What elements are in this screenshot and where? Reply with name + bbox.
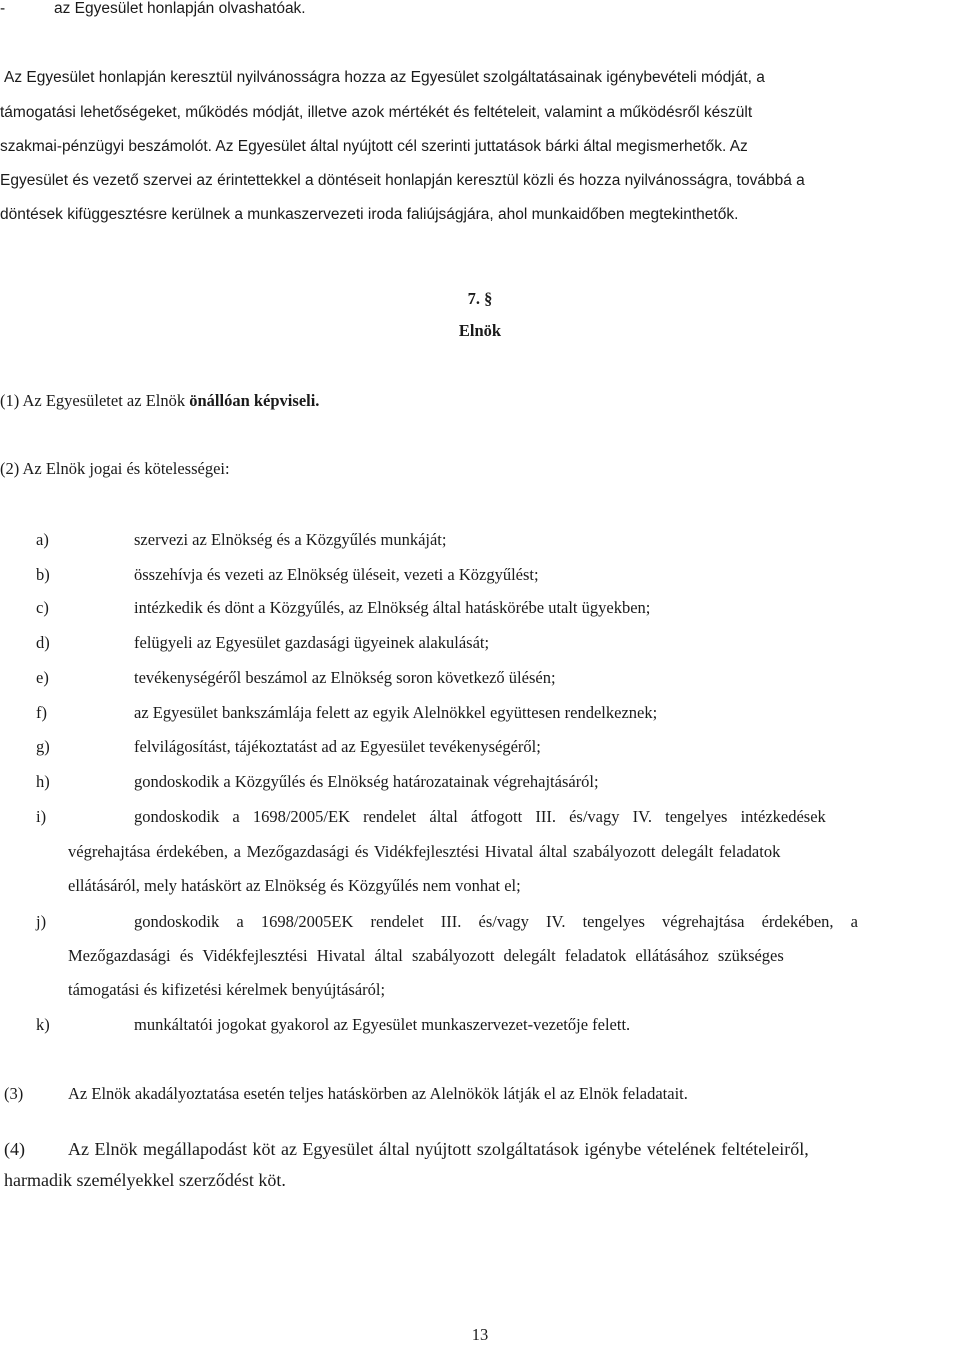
item-label: f) — [36, 703, 47, 722]
clause-4-label: (4) — [4, 1139, 25, 1159]
item-text: az Egyesület bankszámlája felett az egyik Alelnökkel együttesen rendelkeznek; — [134, 703, 658, 722]
clause-3-label: (3) — [4, 1084, 24, 1103]
page-number: 13 — [471, 1325, 489, 1344]
list-item — [0, 1015, 960, 1037]
clause-2-intro: (2) Az Elnök jogai és kötelességei: — [0, 459, 230, 478]
para-line-5: döntések kifüggesztésre kerülnek a munkaszervezeti iroda faliújságjára, ahol munkaidőben megtekinthetők. — [0, 206, 739, 223]
list-item — [0, 633, 960, 655]
para-line-2: támogatási lehetőségeket, működés módját, illetve azok mértékét és feltételeit, valamint a működésről készült — [0, 104, 753, 121]
intro-line-text: az Egyesület honlapján olvashatóak. — [54, 0, 306, 17]
item-label: c) — [36, 598, 49, 617]
item-text-line-3: támogatási és kifizetési kérelmek benyújtásáról; — [68, 980, 386, 999]
list-item — [0, 565, 960, 587]
clause-1-bold: önállóan képviseli. — [189, 391, 320, 410]
item-text-line-2: végrehajtása érdekében, a Mezőgazdasági és Vidékfejlesztési Hivatal által szabályozott delegált feladatok — [68, 842, 781, 861]
list-item — [0, 668, 960, 690]
item-text: munkáltatói jogokat gyakorol az Egyesület munkaszervezet-vezetője felett. — [134, 1015, 631, 1034]
item-text: szervezi az Elnökség és a Közgyűlés munkáját; — [134, 530, 447, 549]
list-item — [0, 737, 960, 759]
item-label: e) — [36, 668, 49, 687]
item-label: i) — [36, 807, 47, 826]
list-item — [0, 772, 960, 794]
item-text: tevékenységéről beszámol az Elnökség soron következő ülésén; — [134, 668, 556, 687]
item-text-line-1: gondoskodik a 1698/2005/EK rendelet által átfogott III. és/vagy IV. tengelyes intézkedések — [134, 807, 826, 826]
item-text: összehívja és vezeti az Elnökség üléseit, vezeti a Közgyűlést; — [134, 565, 539, 584]
item-text-line-2: Mezőgazdasági és Vidékfejlesztési Hivatal által szabályozott delegált feladatok ellátásához szükséges — [68, 946, 784, 965]
item-text-line-3: ellátásáról, mely hatáskört az Elnökség és Közgyűlés nem vonhat el; — [68, 876, 521, 895]
item-label: j) — [36, 912, 47, 931]
para-line-1: Az Egyesület honlapján keresztül nyilvánosságra hozza az Egyesület szolgáltatásainak igénybevételi módját, a — [4, 69, 765, 86]
item-text-line-1: gondoskodik a 1698/2005EK rendelet III. és/vagy IV. tengelyes végrehajtása érdekében, a — [134, 912, 858, 931]
list-item — [0, 530, 960, 552]
item-label: k) — [36, 1015, 50, 1034]
item-label: b) — [36, 565, 50, 584]
clause-1-text: (1) Az Egyesületet az Elnök — [0, 391, 190, 410]
list-item — [0, 598, 960, 620]
item-label: g) — [36, 737, 50, 756]
clause-3 — [0, 1084, 960, 1106]
item-label: d) — [36, 633, 50, 652]
item-text: felügyeli az Egyesület gazdasági ügyeinek alakulását; — [134, 633, 490, 652]
section-number: 7. § — [467, 289, 493, 308]
dash-bullet: - — [0, 0, 6, 17]
clause-4-line-1: Az Elnök megállapodást köt az Egyesület által nyújtott szolgáltatások igénybe vételének feltételeiről, — [68, 1139, 809, 1159]
item-label: h) — [36, 772, 50, 791]
para-line-4: Egyesület és vezető szervei az érintettekkel a döntéseit honlapján keresztül közli és hozza nyilvánosságra, továbbá a — [0, 172, 805, 189]
item-text: intézkedik és dönt a Közgyűlés, az Elnökség által hatáskörébe utalt ügyekben; — [134, 598, 651, 617]
clause-1 — [0, 391, 319, 411]
section-title: Elnök — [458, 321, 502, 340]
list-item — [0, 703, 960, 725]
clause-3-text: Az Elnök akadályoztatása esetén teljes hatáskörben az Alelnökök látják el az Elnök feladatait. — [68, 1084, 688, 1103]
para-line-3: szakmai-pénzügyi beszámolót. Az Egyesület által nyújtott cél szerinti juttatások bárki által megismerhetők. Az — [0, 138, 748, 155]
item-text: felvilágosítást, tájékoztatást ad az Egyesület tevékenységéről; — [134, 737, 541, 756]
item-text: gondoskodik a Közgyűlés és Elnökség határozatainak végrehajtásáról; — [134, 772, 599, 791]
clause-4-line-2: harmadik személyekkel szerződést köt. — [4, 1170, 286, 1190]
item-label: a) — [36, 530, 49, 549]
